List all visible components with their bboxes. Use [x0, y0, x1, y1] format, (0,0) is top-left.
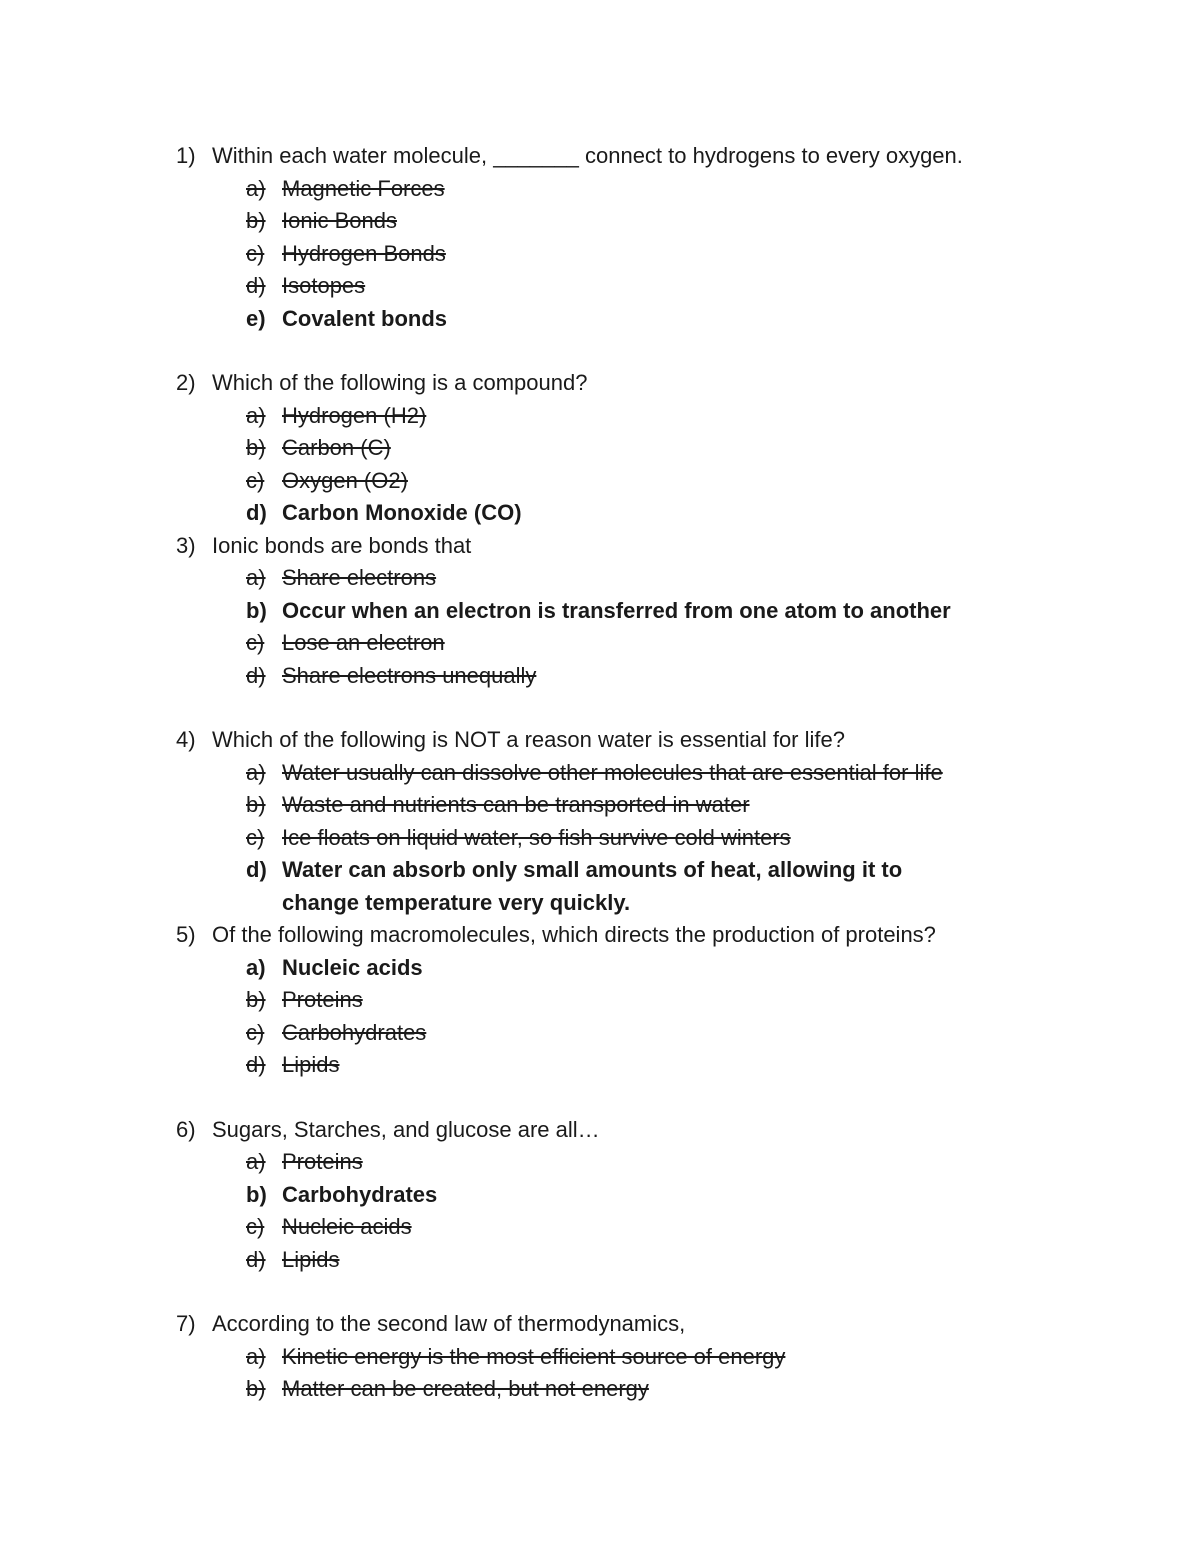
- question-stem: [176, 1114, 1136, 1147]
- question-text: Which of the following is NOT a reason water is essential for life?: [212, 727, 845, 752]
- option-text: Carbon Monoxide (CO): [282, 500, 522, 525]
- option-letter: a): [246, 565, 266, 590]
- question-number: 5): [176, 922, 196, 947]
- answer-option-struck: [176, 400, 1136, 433]
- answer-option-correct: [176, 303, 1136, 336]
- option-text: Hydrogen Bonds: [282, 240, 446, 266]
- option-text: Lipids: [282, 1246, 340, 1272]
- option-letter: c): [246, 240, 265, 266]
- answer-options: [176, 1341, 1136, 1406]
- answer-option-correct: [176, 1179, 1136, 1212]
- option-letter: b): [246, 1181, 267, 1207]
- answer-option-struck: [176, 789, 1136, 822]
- option-text: Oxygen (O2): [282, 467, 408, 493]
- question-2: [176, 367, 1136, 530]
- option-letter: d): [246, 273, 266, 298]
- option-letter: b): [246, 792, 266, 817]
- option-text: Lose an electron: [282, 630, 445, 655]
- answer-option-struck: [176, 1211, 1136, 1244]
- option-text: Lipids: [282, 1052, 340, 1077]
- option-text: Carbohydrates: [282, 1019, 427, 1045]
- option-text: Matter can be created, but not energy: [282, 1376, 649, 1401]
- option-letter: a): [246, 175, 266, 201]
- question-number: 1): [176, 143, 196, 168]
- option-letter: a): [246, 759, 266, 785]
- option-letter: a): [246, 402, 266, 428]
- question-stem: [176, 367, 1136, 400]
- question-6: [176, 1114, 1136, 1277]
- question-text: Of the following macromolecules, which directs the production of proteins?: [212, 922, 936, 947]
- option-text: Proteins: [282, 1149, 363, 1174]
- option-text: Kinetic energy is the most efficient source of energy: [282, 1343, 786, 1369]
- question-stem: [176, 919, 1136, 952]
- option-text: Nucleic acids: [282, 954, 423, 980]
- option-letter: e): [246, 305, 266, 331]
- answer-options: [176, 952, 1136, 1082]
- option-letter: d): [246, 1246, 266, 1272]
- question-3: [176, 530, 1136, 693]
- answer-options: [176, 400, 1136, 530]
- answer-options: [176, 173, 1136, 336]
- question-stem: [176, 1308, 1136, 1341]
- answer-option-correct: [176, 595, 1136, 628]
- option-text: Share electrons unequally: [282, 662, 537, 688]
- answer-option-struck: [176, 660, 1136, 693]
- question-text: Within each water molecule, _______ connect to hydrogens to every oxygen.: [212, 143, 963, 168]
- option-letter: b): [246, 435, 266, 460]
- answer-options: [176, 757, 1136, 920]
- answer-option-struck: [176, 173, 1136, 206]
- question-text: Ionic bonds are bonds that: [212, 532, 472, 558]
- answer-option-struck: [176, 627, 1136, 660]
- answer-option-correct: [176, 952, 1136, 985]
- option-text: Water can absorb only small amounts of heat, allowing it to change temperature very quickly.: [282, 857, 903, 915]
- answer-option-struck: [176, 1017, 1136, 1050]
- option-text: Carbohydrates: [282, 1181, 438, 1207]
- option-text: Occur when an electron is transferred from one atom to another: [282, 597, 951, 623]
- answer-options: [176, 1146, 1136, 1276]
- answer-option-struck: [176, 1341, 1136, 1374]
- option-text: Covalent bonds: [282, 305, 448, 331]
- option-letter: a): [246, 1149, 266, 1174]
- question-text: Which of the following is a compound?: [212, 370, 588, 395]
- option-letter: c): [246, 824, 265, 850]
- question-4: [176, 724, 1136, 919]
- answer-option-correct: [176, 497, 1136, 530]
- answer-option-struck: [176, 465, 1136, 498]
- question-text: Sugars, Starches, and glucose are all…: [212, 1116, 600, 1142]
- answer-option-struck: [176, 984, 1136, 1017]
- question-stem: [176, 724, 1136, 757]
- question-stem: [176, 140, 1136, 173]
- question-number: 3): [176, 532, 196, 558]
- answer-option-struck: [176, 1049, 1136, 1082]
- question-list: [176, 140, 1136, 1406]
- option-letter: b): [246, 1376, 266, 1401]
- answer-option-struck: [176, 1373, 1136, 1406]
- option-text: Proteins: [282, 987, 363, 1012]
- option-text: Hydrogen (H2): [282, 402, 427, 428]
- option-text: Ionic Bonds: [282, 208, 397, 233]
- option-letter: c): [246, 467, 265, 493]
- option-letter: a): [246, 1343, 266, 1369]
- question-number: 7): [176, 1311, 196, 1336]
- question-5: [176, 919, 1136, 1082]
- question-number: 2): [176, 370, 196, 395]
- answer-option-struck: [176, 562, 1136, 595]
- option-text: Ice floats on liquid water, so fish survive cold winters: [282, 824, 791, 850]
- option-letter: a): [246, 954, 266, 980]
- answer-option-struck: [176, 238, 1136, 271]
- answer-option-struck: [176, 432, 1136, 465]
- answer-option-struck: [176, 757, 1136, 790]
- answer-option-struck: [176, 822, 1136, 855]
- option-letter: b): [246, 987, 266, 1012]
- question-number: 6): [176, 1116, 196, 1142]
- option-text: Isotopes: [282, 273, 366, 298]
- answer-option-struck: [176, 1146, 1136, 1179]
- question-stem: [176, 530, 1136, 563]
- answer-option-struck: [176, 205, 1136, 238]
- option-letter: c): [246, 1214, 265, 1239]
- option-letter: d): [246, 662, 266, 688]
- answer-option-struck: [176, 270, 1136, 303]
- option-letter: d): [246, 857, 267, 882]
- answer-option-correct: [176, 854, 1136, 919]
- option-text: Share electrons: [282, 565, 437, 590]
- answer-options: [176, 562, 1136, 692]
- question-7: [176, 1308, 1136, 1406]
- answer-option-struck: [176, 1244, 1136, 1277]
- question-text: According to the second law of thermodynamics,: [212, 1311, 686, 1336]
- option-text: Carbon (C): [282, 435, 391, 460]
- option-letter: b): [246, 208, 266, 233]
- question-1: [176, 140, 1136, 335]
- option-letter: c): [246, 630, 265, 655]
- question-number: 4): [176, 727, 196, 752]
- option-text: Nucleic acids: [282, 1214, 412, 1239]
- option-letter: c): [246, 1019, 265, 1045]
- option-text: Water usually can dissolve other molecules that are essential for life: [282, 759, 943, 785]
- option-letter: d): [246, 500, 267, 525]
- option-text: Waste and nutrients can be transported in water: [282, 792, 750, 817]
- option-letter: b): [246, 597, 267, 623]
- option-text: Magnetic Forces: [282, 175, 445, 201]
- option-letter: d): [246, 1052, 266, 1077]
